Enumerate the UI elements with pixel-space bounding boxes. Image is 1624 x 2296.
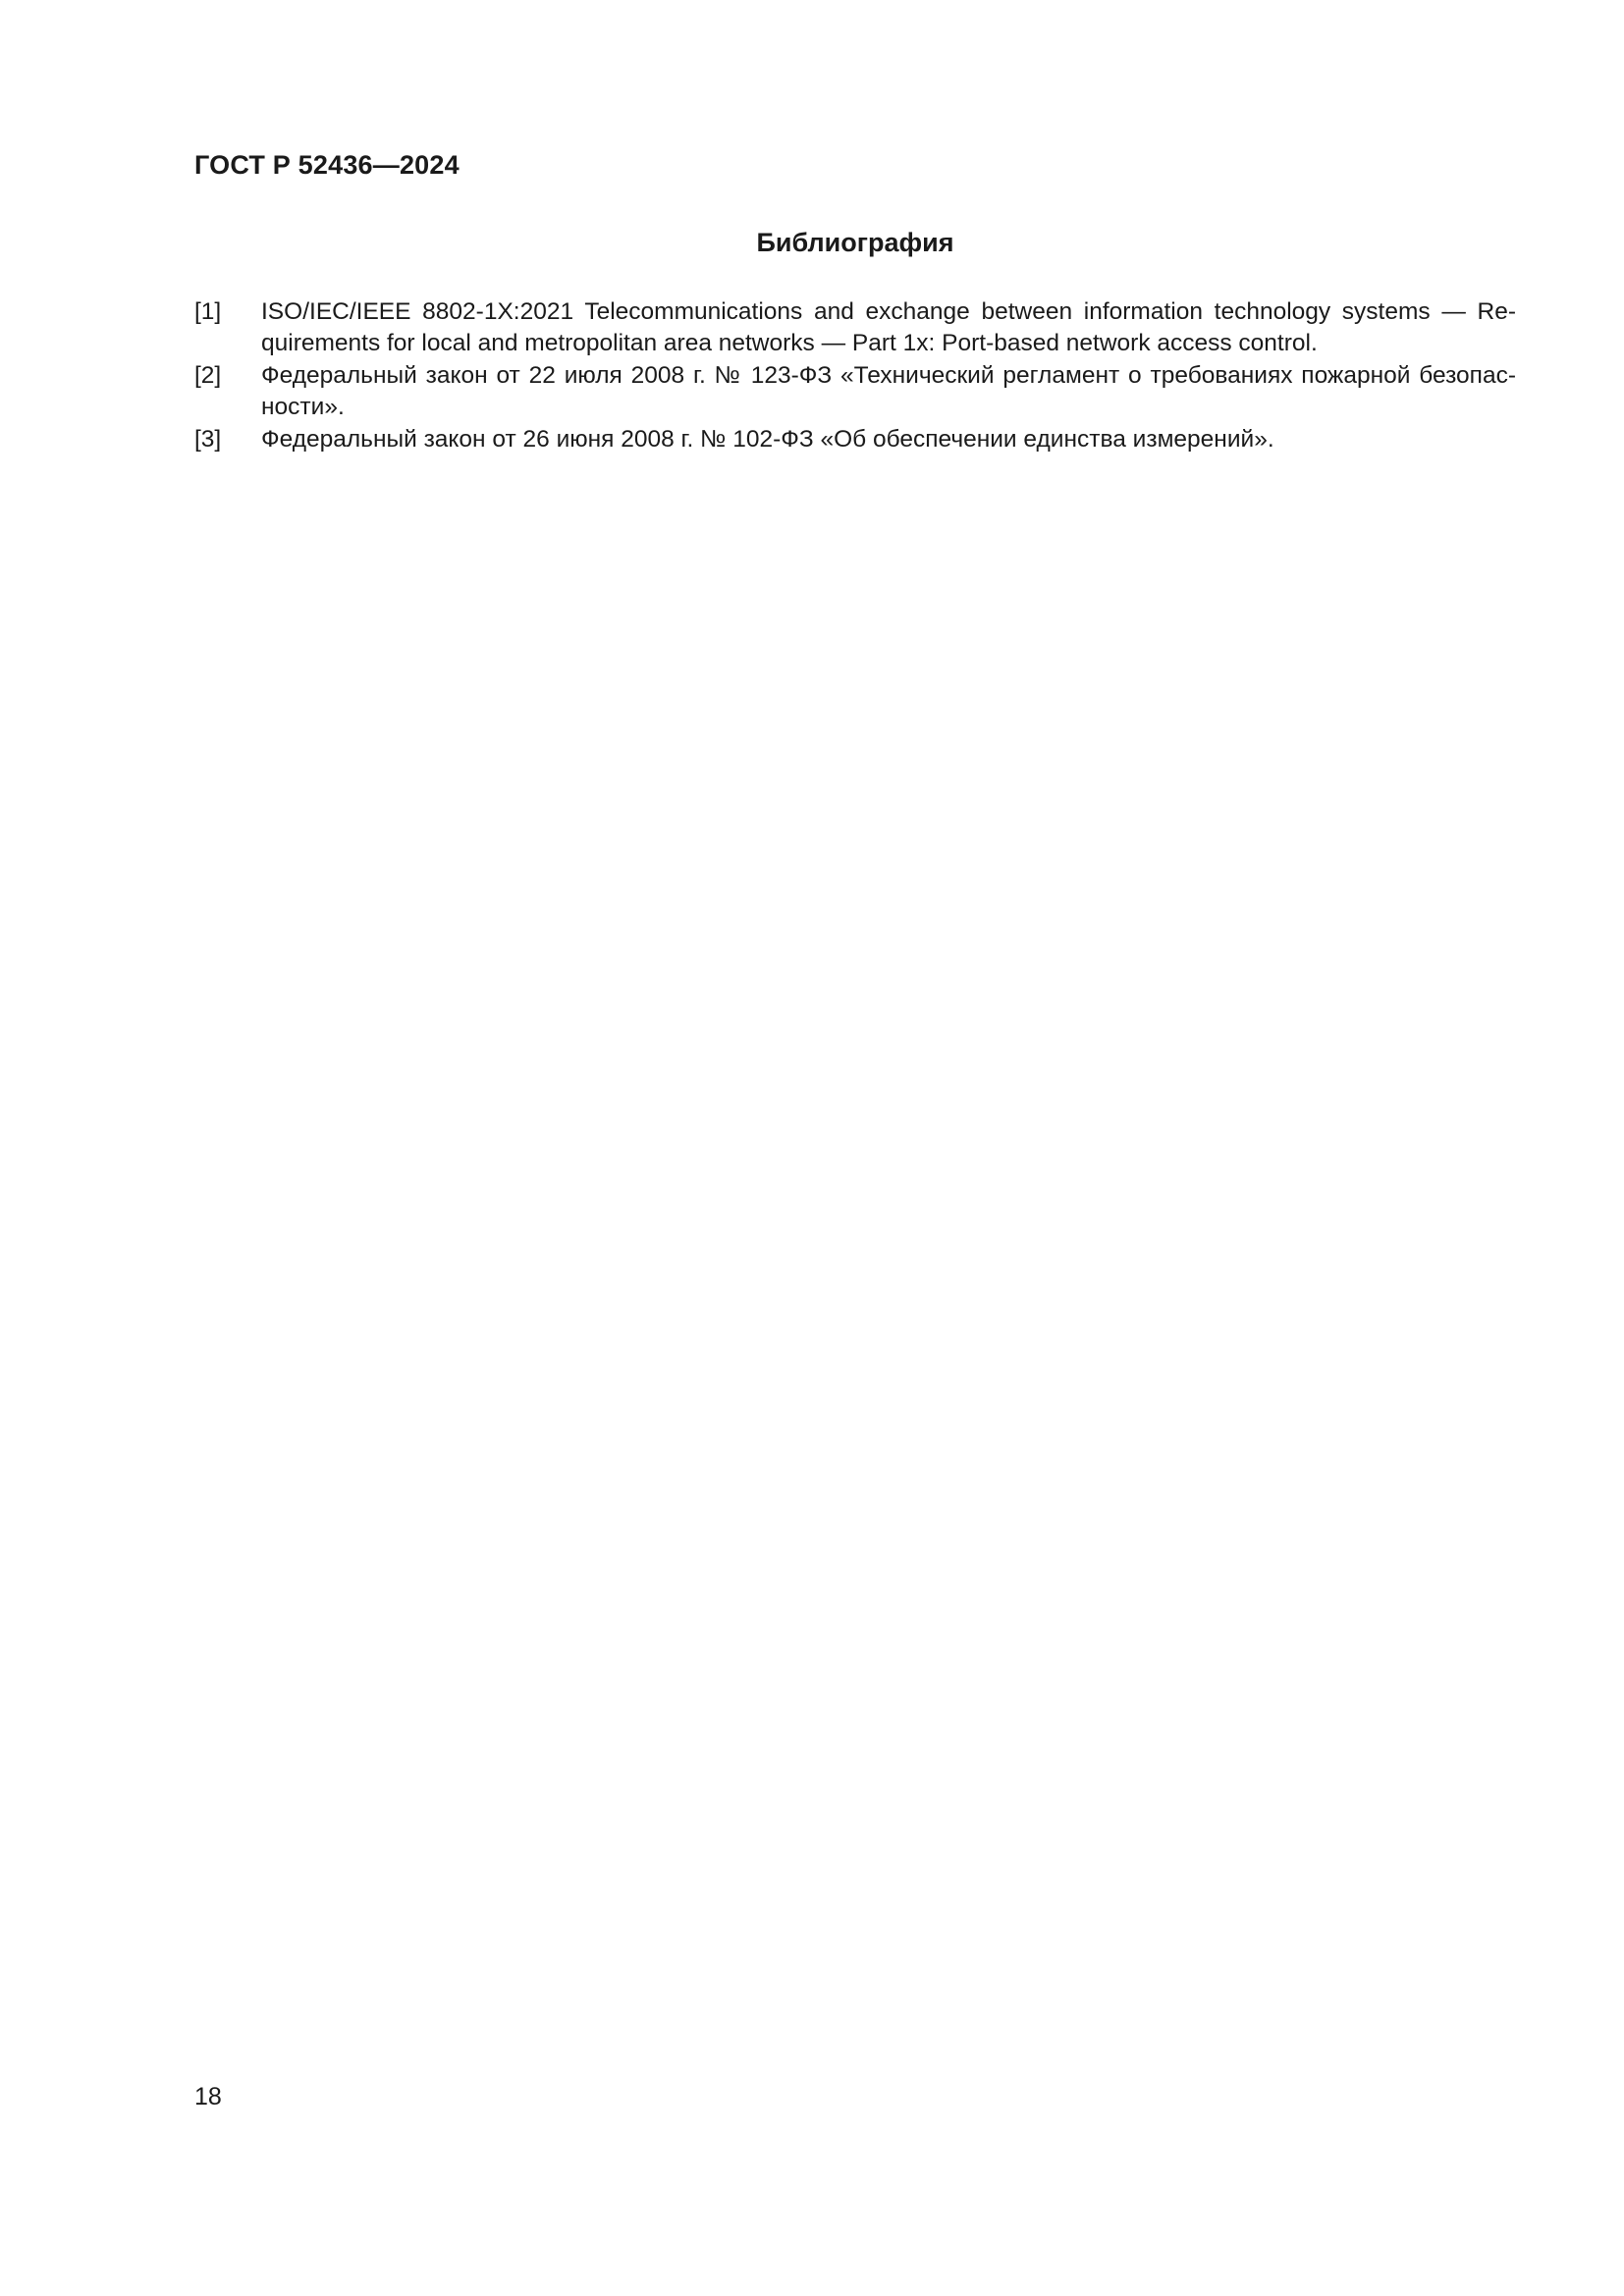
reference-number: [1]: [194, 298, 222, 325]
reference-text: Федеральный закон от 26 июня 2008 г. № 102-ФЗ «Об обеспечении единства измерений».: [261, 426, 1274, 453]
page-number: 18: [194, 2083, 222, 2110]
bibliography-item: [194, 424, 1516, 455]
reference-number: [3]: [194, 426, 222, 453]
bibliography-list: [194, 296, 1516, 457]
bibliography-item: [194, 360, 1516, 422]
bibliography-item: [194, 296, 1516, 358]
section-title: Библиография: [756, 228, 954, 257]
reference-number: [2]: [194, 362, 222, 389]
reference-text: ISO/IEC/IEEE 8802-1X:2021 Telecommunications and exchange between information technology systems — Requirements for local and metropolitan area networks — Part 1x: Port-based network access control.: [261, 298, 1516, 356]
standard-code-header: ГОСТ Р 52436—2024: [194, 150, 460, 180]
reference-text: Федеральный закон от 22 июля 2008 г. № 123-ФЗ «Технический регламент о требованиях пожарной безопасности».: [261, 362, 1516, 420]
